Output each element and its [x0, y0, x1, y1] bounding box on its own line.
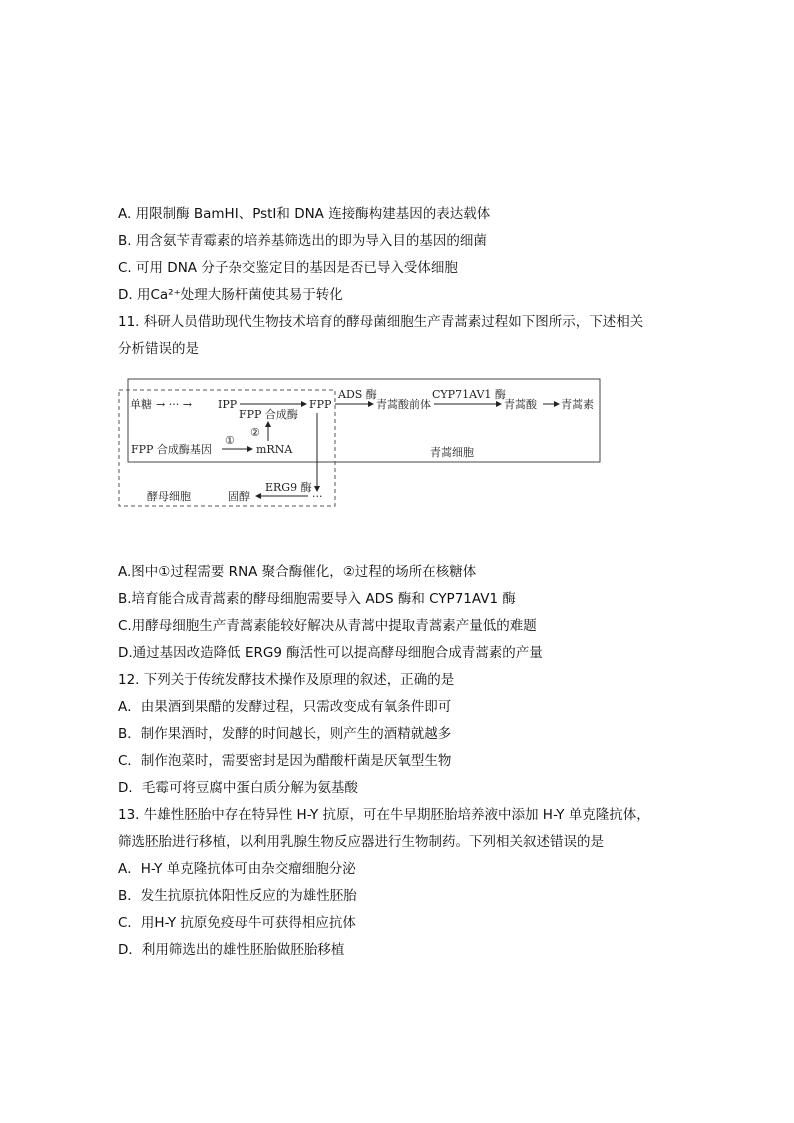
q11-option-d: D.通过基因改造降低 ERG9 酶活性可以提高酵母细胞合成青蒿素的产量 [118, 645, 543, 661]
q13-option-b: B．发生抗原抗体阳性反应的为雄性胚胎 [118, 888, 357, 904]
q12-option-c: C．制作泡菜时，需要密封是因为醋酸杆菌是厌氧型生物 [118, 753, 452, 769]
artemisia-cell-label: 青蒿细胞 [430, 446, 474, 459]
q12-stem: 12. 下列关于传统发酵技术操作及原理的叙述，正确的是 [118, 672, 455, 688]
q12-option-d: D．毛霉可将豆腐中蛋白质分解为氨基酸 [118, 780, 358, 796]
erg9-enzyme-label: ERG9 酶 [265, 481, 312, 494]
q13-stem-line2: 筛选胚胎进行移植，以利用乳腺生物反应器进行生物制药。下列相关叙述错误的是 [118, 834, 604, 850]
fpp-gene-label: FPP 合成酶基因 [131, 443, 212, 456]
fpp-synthase-label: FPP 合成酶 [239, 408, 298, 421]
precursor-label: 青蒿酸前体 [376, 398, 431, 411]
q11-option-c: C.用酵母细胞生产青蒿素能较好解决从青蒿中提取青蒿素产量低的难题 [118, 618, 537, 634]
artemisinic-acid-label: 青蒿酸 [504, 398, 537, 411]
ads-enzyme-label: ADS 酶 [338, 388, 377, 401]
artemisinin-label: 青蒿素 [561, 398, 594, 411]
monosaccharide-label: 单糖 [130, 398, 152, 411]
ipp-label: IPP [218, 398, 238, 411]
q13-option-d: D．利用筛选出的雄性胚胎做胚胎移植 [118, 942, 345, 958]
q10-option-a: A. 用限制酶 BamHⅠ、PstⅠ和 DNA 连接酶构建基因的表达载体 [118, 206, 491, 222]
fpp-label: FPP [309, 398, 332, 411]
mrna-label: mRNA [256, 443, 293, 456]
cyp-enzyme-label: CYP71AV1 酶 [432, 388, 506, 401]
q13-stem-line1: 13. 牛雄性胚胎中存在特异性 H-Y 抗原，可在牛早期胚胎培养液中添加 H-Y 单克隆抗体， [118, 807, 650, 823]
q11-option-b: B.培育能合成青蒿素的酵母细胞需要导入 ADS 酶和 CYP71AV1 酶 [118, 591, 516, 607]
q12-option-b: B．制作果酒时，发酵的时间越长，则产生的酒精就越多 [118, 726, 452, 742]
q11-stem-line2: 分析错误的是 [118, 341, 199, 357]
q13-option-c: C．用H-Y 抗原免疫母牛可获得相应抗体 [118, 915, 356, 931]
q12-option-a: A．由果酒到果醋的发酵过程，只需改变成有氧条件即可 [118, 699, 452, 715]
q11-stem-line1: 11. 科研人员借助现代生物技术培育的酵母菌细胞生产青蒿素过程如下图所示，下述相关 [118, 314, 644, 330]
yeast-cell-label: 酵母细胞 [147, 490, 191, 503]
q11-option-a: A.图中①过程需要 RNA 聚合酶催化，②过程的场所在核糖体 [118, 564, 477, 580]
q10-option-c: C. 可用 DNA 分子杂交鉴定目的基因是否已导入受体细胞 [118, 260, 458, 276]
pathway-dots-2: ··· [312, 490, 323, 503]
q10-option-d: D. 用Ca²⁺处理大肠杆菌使其易于转化 [118, 287, 343, 303]
q13-option-a: A．H-Y 单克隆抗体可由杂交瘤细胞分泌 [118, 861, 356, 877]
step1-label: ① [225, 434, 235, 447]
sterol-label: 固醇 [228, 490, 250, 503]
step2-label: ② [250, 426, 260, 439]
q10-option-b: B. 用含氨苄青霉素的培养基筛选出的即为导入目的基因的细菌 [118, 233, 487, 249]
pathway-dots: → ··· → [156, 398, 192, 411]
